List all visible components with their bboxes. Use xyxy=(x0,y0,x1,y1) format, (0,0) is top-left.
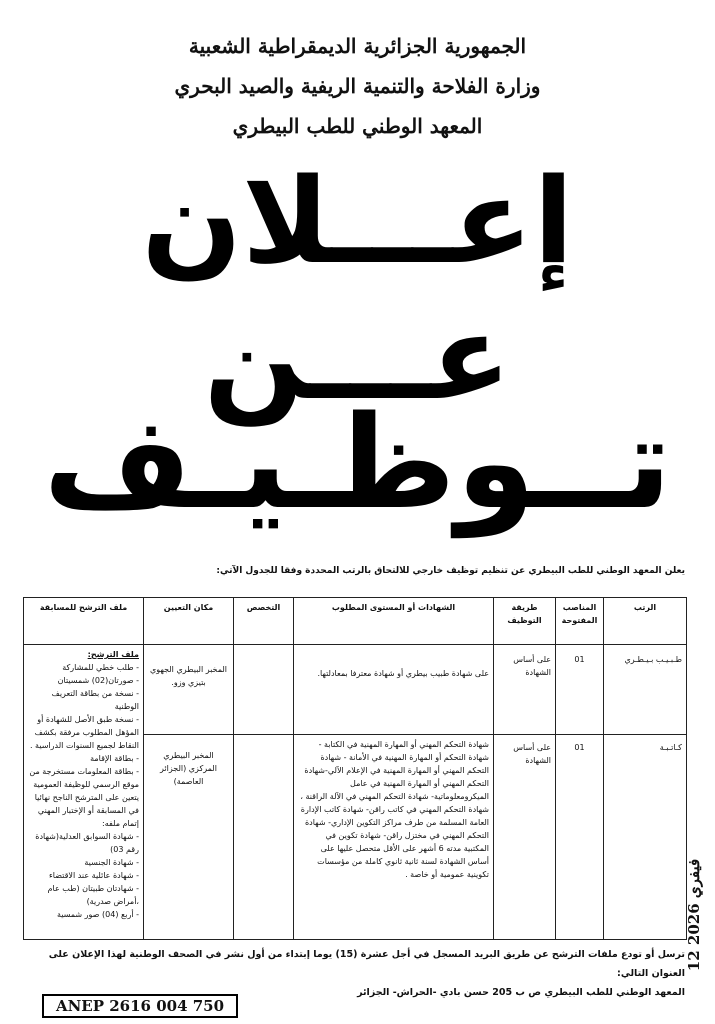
files-item: - شهادتان طبيتان (طب عام ،أمراض صدرية) xyxy=(47,884,139,906)
publication-date xyxy=(683,840,705,990)
header-rank: الرتب xyxy=(604,598,687,645)
anep-reference: ANEP 2616 004 750 xyxy=(42,994,238,1018)
files-item: - شهادة السوابق العدلية(شهادة رقم 03) xyxy=(35,832,139,854)
row1-diploma: على شهادة طبيب بيطري أو شهادة معترفا بمعادلتها. xyxy=(294,645,494,735)
header xyxy=(40,26,675,146)
intro-text: يعلن المعهد الوطني للطب البيطري عن تنظيم توظيف خارجي للالتحاق بالرتب المحددة وفقا للجدول الآتي: xyxy=(216,566,685,576)
files-item: يتعين على المترشح الناجح نهائيا في المسابقة أو الإختبار المهني إتمام ملفه: xyxy=(34,793,139,828)
title-word-recruitment: تــوظـيـف xyxy=(43,389,672,538)
files-item: - بطاقة الإقامة xyxy=(90,754,139,763)
row2-diploma: شهادة التحكم المهني أو المهارة المهنية في الكتابة - شهادة التحكم أو المهارة المهنية في الأمانة - شهادة التحكم المهني أو المهارة المهنية في الإعلام الآلي-شهادة التحكم المهني أو المهارة المهنية في عامل الميكرومعلوماتية- شهادة التحكم المهني في الآلة الراقنة ، شهادة التحكم المهني في كاتب راقن- شهادة كاتب الإدارة العامة المسلمة من طرف مراكز التكوين الإداري- شهادة التحكم المهني في مختزل راقن- شهادة تكوين في المكتبية مدته 6 أشهر على الأقل متحصل عليها على أساس الشهادة لسنة ثانية ثانوي كاملة من مؤسسات تكوينية عمومية أو خاصة . xyxy=(294,735,494,940)
row2-method: على أساس الشهادة xyxy=(494,735,556,940)
row2-posts: 01 xyxy=(556,735,604,940)
files-item: - بطاقة المعلومات مستخرجة من موقع الرسمي للوظيفة العمومية xyxy=(29,767,139,789)
table-header-row xyxy=(24,598,687,645)
files-item: - صورتان(02) شمسيتان xyxy=(57,676,139,685)
title-word-about: عـــن xyxy=(203,288,512,426)
header-line-republic: الجمهورية الجزائرية الديمقراطية الشعبية xyxy=(188,34,527,58)
header-file: ملف الترشح للمسابقة xyxy=(24,598,144,645)
row2-specialty xyxy=(234,735,294,940)
files-title: ملف الترشح: xyxy=(87,650,139,659)
row1-specialty xyxy=(234,645,294,735)
header-diploma: الشهادات أو المستوى المطلوب xyxy=(294,598,494,645)
publication-date-text: 12 فيفري 2026 xyxy=(685,858,703,972)
row1-location: المخبر البيطري الجهوي بتيزي وزو. xyxy=(144,645,234,735)
positions-table xyxy=(23,597,687,940)
files-item: - شهادة الجنسية xyxy=(84,858,139,867)
footer-submission-text: ترسل أو تودع ملفات الترشح عن طريق البريد المسجل في أجل عشرة (15) يوما إبتداء من أول نشر في الصحف الوطنية لهذا الإعلان على العنوان التالي: xyxy=(48,949,685,979)
files-item: - نسخة من بطاقة التعريف الوطنية xyxy=(51,689,139,711)
row1-rank: طـبـيـب بـيـطـري xyxy=(604,645,687,735)
footer-address: المعهد الوطني للطب البيطري ص ب 205 حسن بادي -الحراش- الجزائر xyxy=(357,987,685,998)
title-word-announcement: إعـــلان xyxy=(141,152,574,290)
files-item: - أربع (04) صور شمسية xyxy=(56,910,139,919)
row2-rank: كـاتـبـة xyxy=(604,735,687,940)
header-line-ministry: وزارة الفلاحة والتنمية الريفية والصيد البحري xyxy=(174,74,541,98)
header-location: مكان التعيين xyxy=(144,598,234,645)
candidate-file-cell xyxy=(24,645,144,940)
table-row xyxy=(24,645,687,735)
row1-posts: 01 xyxy=(556,645,604,735)
row2-location: المخبر البيطري المركزي (الجزائر العاصمة) xyxy=(144,735,234,940)
files-item: - طلب خطي للمشاركة xyxy=(62,663,139,672)
header-open-posts: المناصب المفتوحة xyxy=(556,598,604,645)
row1-method: على أساس الشهادة xyxy=(494,645,556,735)
files-item: - نسخة طبق الأصل للشهادة أو المؤهل المطلوب مرفقة بكشف النقاط لجميع السنوات الدراسية . xyxy=(29,715,139,750)
files-item: - شهادة عائلية عند الاقتضاء xyxy=(49,871,139,880)
header-line-institute: المعهد الوطني للطب البيطري xyxy=(232,114,483,138)
header-method: طريقة التوظيف xyxy=(494,598,556,645)
header-specialty: التخصص xyxy=(234,598,294,645)
